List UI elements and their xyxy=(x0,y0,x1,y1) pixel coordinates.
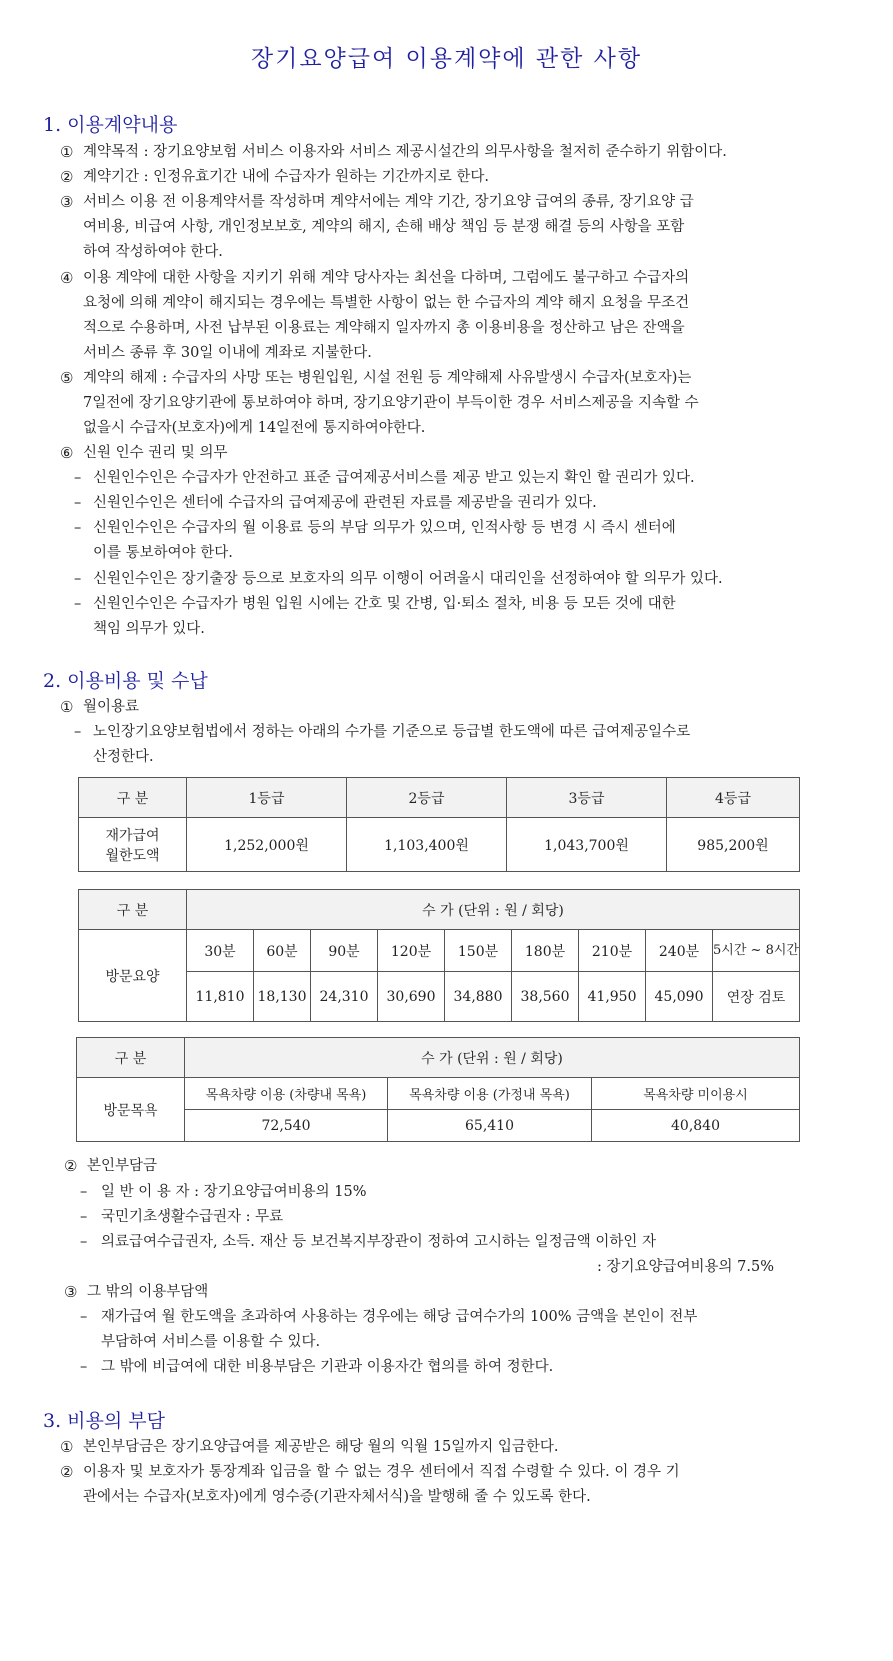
table-cell: 40,840 xyxy=(592,1110,800,1142)
table-cell: 985,200원 xyxy=(667,818,800,872)
item-number: ③ xyxy=(60,193,74,211)
table-header-cell: 구 분 xyxy=(79,778,187,818)
table-cell: 150분 xyxy=(445,930,512,972)
table-cell: 5시간 ~ 8시간 xyxy=(713,930,800,972)
text-line: 적으로 수용하며, 사전 납부된 이용료는 계약해지 일자까지 총 이용비용을 정산하고 남은 잔액을 xyxy=(83,320,685,336)
table-cell: 목욕차량 미이용시 xyxy=(592,1078,800,1110)
text-line: 계약의 해제 : 수급자의 사망 또는 병원입원, 시설 전원 등 계약해제 사유발생시 수급자(보호자)는 xyxy=(83,370,692,386)
table-cell: 11,810 xyxy=(187,972,254,1022)
text-line: 국민기초생활수급권자 : 무료 xyxy=(101,1209,284,1225)
item-number: ⑥ xyxy=(60,444,74,462)
text-line: 본인부담금은 장기요양급여를 제공받은 해당 월의 익월 15일까지 입금한다. xyxy=(83,1439,559,1455)
text-line: 이용 계약에 대한 사항을 지키기 위해 계약 당사자는 최선을 다하며, 그럼에도 불구하고 수급자의 xyxy=(83,270,690,286)
text-line: 계약목적 : 장기요양보험 서비스 이용자와 서비스 제공시설간의 의무사항을 철저히 준수하기 위함이다. xyxy=(83,144,727,160)
text-line: 7일전에 장기요양기관에 통보하여야 하며, 장기요양기관이 부득이한 경우 서비스제공을 지속할 수 xyxy=(83,395,699,411)
dash-marker: – xyxy=(74,724,82,740)
text-line: 재가급여 월 한도액을 초과하여 사용하는 경우에는 해당 급여수가의 100% 금액을 본인이 전부 xyxy=(101,1309,698,1325)
table-header-cell: 1등급 xyxy=(187,778,347,818)
item-number: ② xyxy=(60,168,74,186)
dash-marker: – xyxy=(74,495,82,511)
table-cell: 30,690 xyxy=(378,972,445,1022)
section-3-heading: 3. 비용의 부담 xyxy=(43,1410,165,1432)
text-line: 신원 인수 권리 및 의무 xyxy=(83,445,228,461)
dash-marker: – xyxy=(74,470,82,486)
text-line: 산정한다. xyxy=(93,749,154,765)
table-header-cell: 수 가 (단위 : 원 / 회당) xyxy=(187,890,800,930)
item-number: ⑤ xyxy=(60,369,74,387)
dash-marker: – xyxy=(74,596,82,612)
table-cell: 120분 xyxy=(378,930,445,972)
table-cell: 65,410 xyxy=(388,1110,592,1142)
page-title: 장기요양급여 이용계약에 관한 사항 xyxy=(250,46,643,72)
table-header-cell: 3등급 xyxy=(507,778,667,818)
table-row-label: 재가급여 월한도액 xyxy=(79,818,187,872)
table-cell: 72,540 xyxy=(185,1110,388,1142)
section-1-heading: 1. 이용계약내용 xyxy=(43,114,178,136)
table-cell: 1,103,400원 xyxy=(347,818,507,872)
table-header-cell: 구 분 xyxy=(77,1038,185,1078)
text-line: 서비스 이용 전 이용계약서를 작성하며 계약서에는 계약 기간, 장기요양 급여의 종류, 장기요양 급 xyxy=(83,194,694,210)
text-line: : 장기요양급여비용의 7.5% xyxy=(597,1259,775,1275)
table-cell: 41,950 xyxy=(579,972,646,1022)
text-line: 신원인수인은 장기출장 등으로 보호자의 의무 이행이 어려울시 대리인을 선정하여야 할 의무가 있다. xyxy=(93,571,723,587)
text-line: 그 밖의 이용부담액 xyxy=(87,1284,209,1300)
table-cell: 1,252,000원 xyxy=(187,818,347,872)
text-line: 일 반 이 용 자 : 장기요양급여비용의 15% xyxy=(101,1184,367,1200)
table-cell: 45,090 xyxy=(646,972,713,1022)
text-line: 노인장기요양보험법에서 정하는 아래의 수가를 기준으로 등급별 한도액에 따른 급여제공일수로 xyxy=(93,724,691,740)
dash-marker: – xyxy=(80,1309,88,1325)
dash-marker: – xyxy=(80,1184,88,1200)
table-cell: 60분 xyxy=(254,930,311,972)
dash-marker: – xyxy=(74,520,82,536)
item-number: ③ xyxy=(64,1283,78,1301)
item-number: ② xyxy=(64,1157,78,1175)
table-cell: 24,310 xyxy=(311,972,378,1022)
text-line: 여비용, 비급여 사항, 개인정보보호, 계약의 해지, 손해 배상 책임 등 분쟁 해결 등의 사항을 포함 xyxy=(83,219,685,235)
text-line: 신원인수인은 수급자가 병원 입원 시에는 간호 및 간병, 입·퇴소 절차, 비용 등 모든 것에 대한 xyxy=(93,596,676,612)
table-header-cell: 2등급 xyxy=(347,778,507,818)
text-line: 신원인수인은 센터에 수급자의 급여제공에 관련된 자료를 제공받을 권리가 있다. xyxy=(93,495,597,511)
dash-marker: – xyxy=(80,1359,88,1375)
text-line: 없을시 수급자(보호자)에게 14일전에 통지하여야한다. xyxy=(83,420,426,436)
table-header-cell: 4등급 xyxy=(667,778,800,818)
text-line: 계약기간 : 인정유효기간 내에 수급자가 원하는 기간까지로 한다. xyxy=(83,169,489,185)
table-cell: 38,560 xyxy=(512,972,579,1022)
table-header-cell: 구 분 xyxy=(79,890,187,930)
text-line: 책임 의무가 있다. xyxy=(93,621,205,637)
home-care-price-table xyxy=(78,889,800,1022)
section-2-heading: 2. 이용비용 및 수납 xyxy=(43,670,208,692)
dash-marker: – xyxy=(80,1209,88,1225)
text-line: 서비스 종류 후 30일 이내에 계좌로 지불한다. xyxy=(83,345,372,361)
table-cell: 연장 검토 xyxy=(713,972,800,1022)
text-line: 이용자 및 보호자가 통장계좌 입금을 할 수 없는 경우 센터에서 직접 수령할 수 있다. 이 경우 기 xyxy=(83,1464,680,1480)
table-row-label: 방문요양 xyxy=(79,930,187,1022)
text-line: 부담하여 서비스를 이용할 수 있다. xyxy=(101,1334,321,1350)
text-line: 그 밖에 비급여에 대한 비용부담은 기관과 이용자간 협의를 하여 정한다. xyxy=(101,1359,554,1375)
text-line: 하여 작성하여야 한다. xyxy=(83,244,223,260)
dash-marker: – xyxy=(74,571,82,587)
table-cell: 30분 xyxy=(187,930,254,972)
table-header-cell: 수 가 (단위 : 원 / 회당) xyxy=(185,1038,800,1078)
table-cell: 목욕차량 이용 (차량내 목욕) xyxy=(185,1078,388,1110)
text-line: 요청에 의해 계약이 해지되는 경우에는 특별한 사항이 없는 한 수급자의 계약 해지 요청을 무조건 xyxy=(83,295,690,311)
text-line: 의료급여수급권자, 소득. 재산 등 보건복지부장관이 정하여 고시하는 일정금액 이하인 자 xyxy=(101,1234,656,1250)
table-cell: 240분 xyxy=(646,930,713,972)
item-number: ① xyxy=(60,143,74,161)
item-number: ④ xyxy=(60,269,74,287)
table-cell: 34,880 xyxy=(445,972,512,1022)
text-line: 본인부담금 xyxy=(87,1158,158,1174)
table-cell: 210분 xyxy=(579,930,646,972)
item-number: ① xyxy=(60,698,74,716)
table-row-label: 방문목욕 xyxy=(77,1078,185,1142)
text-line: 월이용료 xyxy=(83,699,140,715)
dash-marker: – xyxy=(80,1234,88,1250)
table-cell: 180분 xyxy=(512,930,579,972)
item-number: ① xyxy=(60,1438,74,1456)
item-number: ② xyxy=(60,1463,74,1481)
table-cell: 90분 xyxy=(311,930,378,972)
table-cell: 목욕차량 이용 (가정내 목욕) xyxy=(388,1078,592,1110)
text-line: 관에서는 수급자(보호자)에게 영수증(기관자체서식)을 발행해 줄 수 있도록 한다. xyxy=(83,1489,591,1505)
table-cell: 1,043,700원 xyxy=(507,818,667,872)
text-line: 이를 통보하여야 한다. xyxy=(93,545,233,561)
text-line: 신원인수인은 수급자의 월 이용료 등의 부담 의무가 있으며, 인적사항 등 변경 시 즉시 센터에 xyxy=(93,520,676,536)
bathing-price-table xyxy=(76,1037,800,1142)
text-line: 신원인수인은 수급자가 안전하고 표준 급여제공서비스를 제공 받고 있는지 확인 할 권리가 있다. xyxy=(93,470,695,486)
monthly-limit-table xyxy=(78,777,800,872)
table-cell: 18,130 xyxy=(254,972,311,1022)
